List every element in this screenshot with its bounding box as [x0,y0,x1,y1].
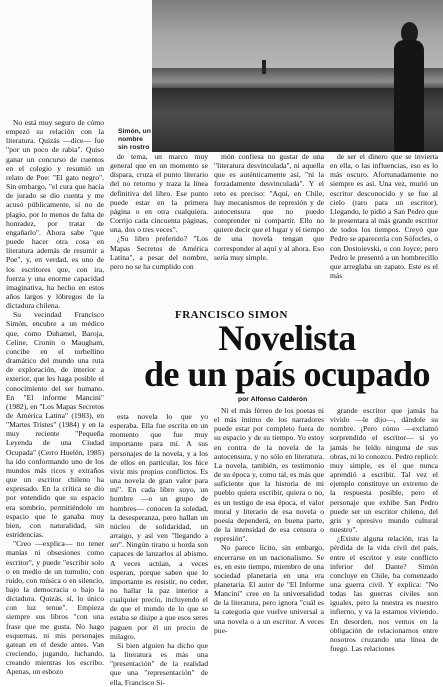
paragraph: ¿Existe alguna relación, tras la pérdida de la vida civil del país, entre el escritor y este conflicto inferior del Dante? Simón concluye en Chile, ha comenzado una guerra civil. Y explica: "No todas las guerras civiles son iguales, pero la nuestra es nuestro infierno, y va la estamos viviendo. En desorden, nos vemos en la obligación de relacionarnos entre nosotros cruzando una línea de fuego. Las relaciones [330,534,438,654]
article-column-1 [6,118,104,677]
article-title [131,320,443,392]
author-byline: por Alfonso Calderón [238,396,308,403]
paragraph: Su vecindad Francisco Simón, encubre a un médico que, como Duhamel, Baroja, Celine, Cronin o Maugham, concibe en el torbellino dramático del mundo una ruta de exploración, de interior a exterior, que les haga posible el conocimiento del ser humano. En "El informe Mancini" (1982), en "Los Mapas Secretos de América Latina" (1983), en "Martes Tristes" (1984) y en la muy reciente "Pequeña Leyenda de una Ciudad Ocupada" (Cerro Huelén, 1985) ha ido conformando uno de los mundos más ricos y extraños que un escritor chileno ha expresado. En la crítica se dio por entendido que su espacio era sombrío, permitiéndole un espacio que le ganaba muy bien, con naturalidad, sin estridencias. [6,310,104,540]
paragraph: Ni el más férreo de los poetas ni el más íntimo de los narradores puede estar por completo fuera de su espacio y de su tiempo. Yo estoy en contra de la novela de la autocensura, y no sólo en literatura. La novela, también, es testimonio de su época y, como tal, es más que suficiente que la historia de mi pueblo quiera escribir, quiera o no, es un testigo de esa época, el valor moral y literario de esa novela o poesía dependerá, en buena parte, de la intensidad de esa censura o represión". [214,406,324,544]
paragraph: "Creo —explica— no tener manías ni obsesiones como escritor", y puede "escribir solo o en medio de un tumulto, con ruido, con música o en silencio, bajo la democracia o bajo la dictadura. Quizás, sí, lo único con luz tenue". Empieza siempre sus libros "con una frase que me gusta. No hago esquemas, ni mis personajes gatean en el desde antes. Van creciendo, jugando, luchando, creando mientras los escribo. Apenas, un esbozo [6,539,104,677]
article-column-3 [214,152,324,302]
title-line-2: de un país ocupado [143,354,431,394]
silhouette-figure [394,40,424,152]
author-photo [152,0,443,152]
paragraph: de tema, un marco muy general que en un momento se dispara, cruza el punto literario del no retorno y traza la línea definitiva del libro. Ese punto puede estar en la primera página o en otra cualquiera. Corrijo cada cincuenta páginas, una, dos o tres veces". [110,152,208,235]
title-line-1: Novelista [218,318,356,358]
paragraph: grande escritor que jamás ha vivido —le dijo—, dándole su nombre. ¡Pero cómo —exclamó sorprendido el escritor— si yo jamás he leído ninguna de sus obras, ni lo conozco. Pedro replicó: muy simple, es el que nunca aprendió a escribir. Tal vez el ejemplo constituye un extremo de la respuesta posible, pero el personaje que exhibe San Pedro puede ser un escritor chileno, del gris y opresivo mundo cultural nuestro". [330,406,438,535]
paragraph: esta novela lo que yo esperaba. Ella fue escrita en un momento que fue muy importante para mí. A sus personajes de la novela, y a los de ellos en particular, los hice vivir mis propios conflictos. Es una novela de gran valor para mí". En cada libro suyo, un hombre —o un grupo de hombres— conocen la soledad, la desesperanza, pero hallan un núcleo de solidaridad, un arraigo, y así ven "llegando a ser". Ningún tirano u horda son capaces de lanzarlos al abismo. A veces actúan, a veces esperan, porque saben que lo importante es resistir, no ceder, no hallar la paz interior a cualquier precio, incluyendo el de que el mundo de lo que se estaba se disipe a que esos seres paguen por él un precio de milagro. [110,412,208,641]
photo-caption: Simón, un nombre sin rostro [118,128,151,151]
article-column-7 [330,406,438,654]
article-column-4 [330,152,438,300]
article-column-2 [110,152,208,302]
distant-figure [262,60,266,74]
article-column-6 [214,406,324,635]
section-heading: FRANCISCO SIMON [175,309,288,321]
paragraph: de ser el dinero que se invierta en ella, o las influencias, eso es lo más oscuro. Afortunadamente no siempre es así. Una vez, murió un escritor desconocido y se fue al cielo (raro para un escritor). Llegando, le pidió a San Pedro que le presentara al más grande escritor de todos los tiempos. Creyó que Pedro se aparecería con Sófocles, o con Dostoievski, o con Joyce; pero Pedro le presentó a un hombrecillo que arreglaba un zapato. Este es el más [330,152,438,281]
paragraph: Si bien alguien ha dicho que la literatura es más una "presentación" de la realidad que una "representación" de ella, Francisco Si- [110,640,208,687]
paragraph: No está muy seguro de cómo empezó su relación con la literatura. Quizás —dice— fue "por un poco de rabia". Quiso ganar un concurso de cuentos en el colegio y resumió un relato de Poe: "El gato negro". Sin embargo, "el cura que hacía de jurado se dio cuenta y me acusó públicamente, si no de plagio, por lo menos de falta de honradez, por tratar de engañarlo". Ahora sabe "que puede hacer otra cosa en literatura además de resumir a Poe", y, en verdad, es uno de los escritores que, con ira, fuerza y una enorme capacidad imaginativa, ha hecho en estos años largos y lóbregos de la dictadura chilena. [6,118,104,311]
paragraph: ¿Su libro preferido? "Los Mapas Secretos de América Latina", a pesar del nombre, pero no se ha cumplido con [110,234,208,271]
paragraph: món confiesa no gustar de una "literatura desvinculada", ni aquella que es auténticamente así, "ni la forzadamente desvinculada". Y el reto es preciso: "Aquí, en Chile, hay mecanismos de represión y de autocensura que no puedo comprender ni compartir. Ello no quiere decir que el lugar y el tiempo de una novela tengan que corresponder al aquí y al ahora. Eso sería muy simple. [214,152,324,262]
paragraph: No parece lícito, sin embargo, encerrarse en un nacionalismo. Se es, en este tiempo, miembro de una sociedad planetaria en una era planetaria. El autor de "El Informe Mancini" cree en la universalidad de la literatura, pero ignora "cuál es la categoría que vuelve universal a una novela o a un escritor. A veces pue- [214,543,324,635]
article-column-5 [110,412,208,687]
